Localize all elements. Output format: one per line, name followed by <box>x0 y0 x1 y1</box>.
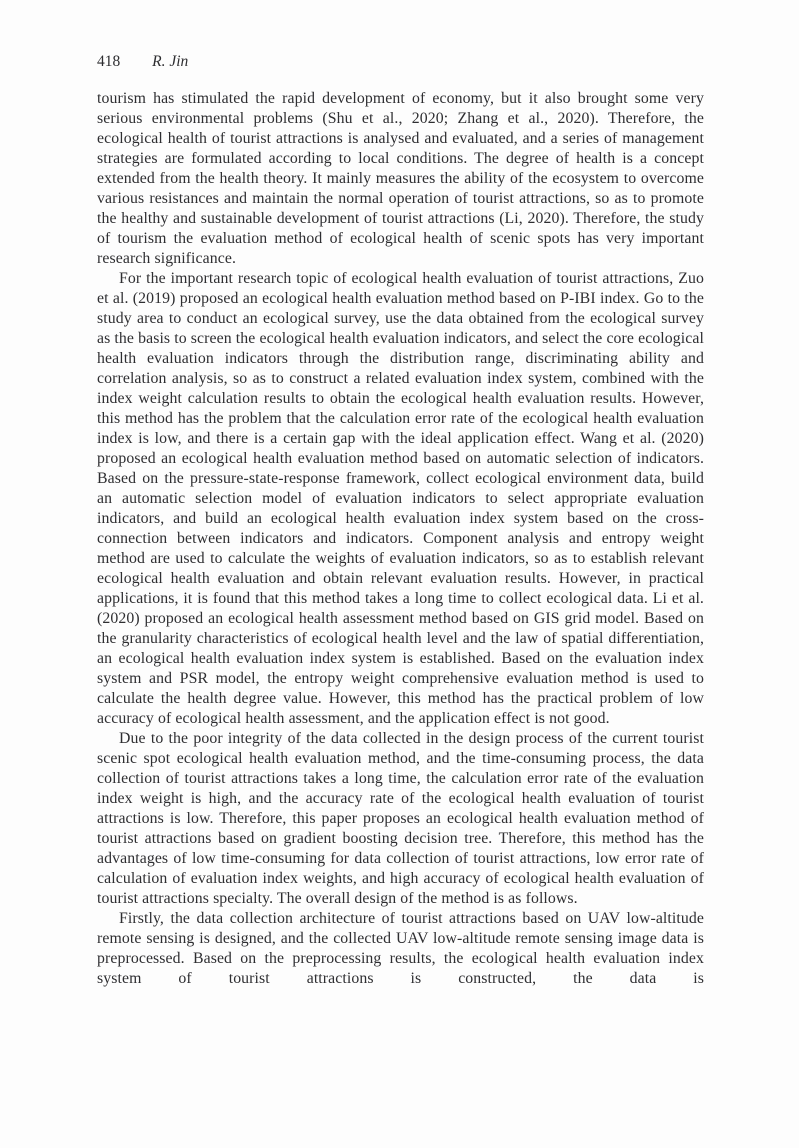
running-head-author: R. Jin <box>152 53 189 70</box>
page-number: 418 <box>97 53 121 70</box>
paragraph-method-overview: Firstly, the data collection architecture of tourist attractions based on UAV low-altitude remote sensing is designed, and the collected UAV low-altitude remote sensing image data is preprocessed. Based on the preprocessing results, the ecological health evaluation index system of tourist attractions is constructed, the data is <box>97 910 704 987</box>
paragraph-related-work: For the important research topic of ecological health evaluation of tourist attractions, Zuo et al. (2019) proposed an ecological health evaluation method based on P-IBI index. Go to the study area to conduct an ecological survey, use the data obtained from the ecological survey as the basis to screen the ecological health evaluation indicators, and select the core ecological health evaluation indicators through the distribution range, discriminating ability and correlation analysis, so as to construct a related evaluation index system, combined with the index weight calculation results to obtain the ecological health evaluation results. However, this method has the problem that the calculation error rate of the ecological health evaluation index is low, and there is a certain gap with the ideal application effect. Wang et al. (2020) proposed an ecological health evaluation method based on automatic selection of indicators. Based on the pressure-state-response framework, collect ecological environment data, build an automatic selection model of evaluation indicators to select appropriate evaluation indicators, and build an ecological health evaluation index system based on the cross-connection between indicators and indicators. Component analysis and entropy weight method are used to calculate the weights of evaluation indicators, so as to establish relevant ecological health evaluation and obtain relevant evaluation results. However, in practical applications, it is found that this method takes a long time to collect ecological data. Li et al. (2020) proposed an ecological health assessment method based on GIS grid model. Based on the granularity characteristics of ecological health level and the law of spatial differentiation, an ecological health evaluation index system is established. Based on the evaluation index system and PSR model, the entropy weight comprehensive evaluation method is used to calculate the health degree value. However, this method has the practical problem of low accuracy of ecological health assessment, and the application effect is not good. <box>97 270 704 727</box>
paragraph-motivation: Due to the poor integrity of the data collected in the design process of the current tourist scenic spot ecological health evaluation method, and the time-consuming process, the data collection of tourist attractions takes a long time, the calculation error rate of the evaluation index weight is high, and the accuracy rate of the ecological health evaluation of tourist attractions is low. Therefore, this paper proposes an ecological health evaluation method of tourist attractions based on gradient boosting decision tree. Therefore, this method has the advantages of low time-consuming for data collection of tourist attractions, low error rate of calculation of evaluation index weights, and high accuracy of ecological health evaluation of tourist attractions specialty. The overall design of the method is as follows. <box>97 730 704 907</box>
running-header <box>97 53 704 71</box>
paragraph-continuation: tourism has stimulated the rapid development of economy, but it also brought some very serious environmental problems (Shu et al., 2020; Zhang et al., 2020). Therefore, the ecological health of tourist attractions is analysed and evaluated, and a series of management strategies are formulated according to local conditions. The degree of health is a concept extended from the health theory. It mainly measures the ability of the ecosystem to overcome various resistances and maintain the normal operation of tourist attractions, so as to promote the healthy and sustainable development of tourist attractions (Li, 2020). Therefore, the study of tourism the evaluation method of ecological health of scenic spots has very important research significance. <box>97 90 704 267</box>
article-body <box>97 89 704 989</box>
